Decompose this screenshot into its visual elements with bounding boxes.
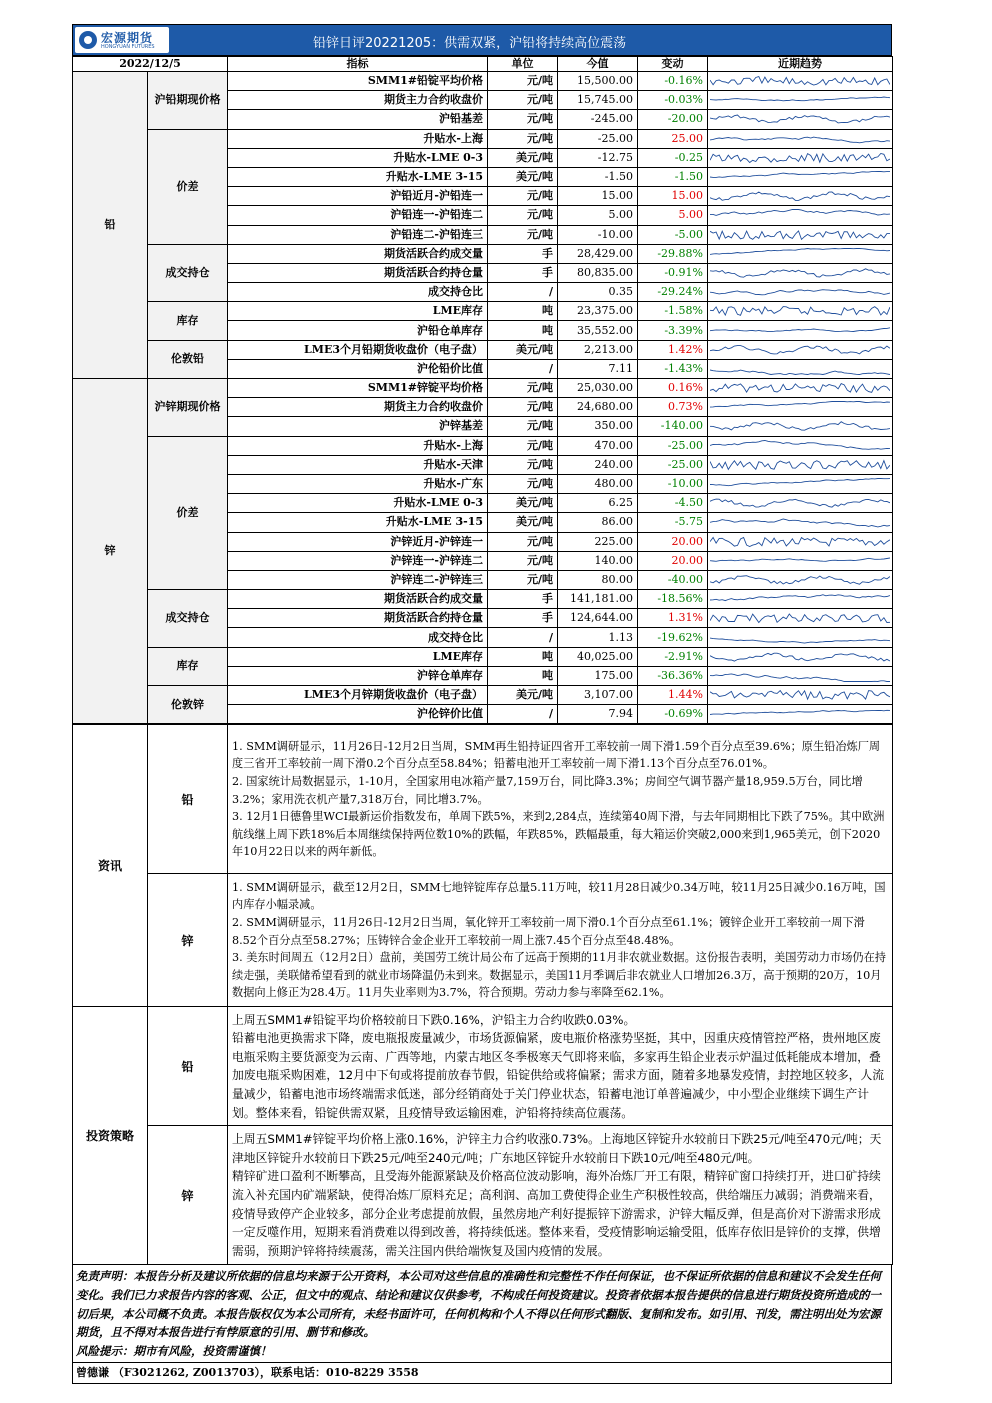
- trend-cell: [708, 187, 893, 206]
- zinc-section: [73, 379, 893, 724]
- indicator-unit: 元/吨: [488, 417, 558, 436]
- group-label: 伦敦铅: [148, 340, 228, 378]
- news-zinc-row: [73, 874, 893, 1007]
- trend-sparkline: [710, 611, 890, 625]
- trend-sparkline: [710, 208, 890, 222]
- trend-cell: [708, 609, 893, 628]
- trend-cell: [708, 379, 893, 398]
- change-value: -29.88%: [638, 244, 708, 263]
- risk-warning: 风险提示：期市有风险，投资需谨慎！: [76, 1343, 272, 1358]
- indicator-unit: 元/吨: [488, 570, 558, 589]
- trend-cell: [708, 302, 893, 321]
- trend-sparkline: [710, 592, 890, 606]
- trend-cell: [708, 340, 893, 359]
- metal-label: 锌: [73, 379, 148, 724]
- trend-cell: [708, 263, 893, 282]
- indicator-unit: 美元/吨: [488, 148, 558, 167]
- indicator-unit: 元/吨: [488, 551, 558, 570]
- trend-cell: [708, 167, 893, 186]
- today-value: 141,181.00: [558, 590, 638, 609]
- indicator-name: SMM1#铅锭平均价格: [228, 72, 488, 91]
- trend-cell: [708, 666, 893, 685]
- indicator-name: SMM1#锌锭平均价格: [228, 379, 488, 398]
- indicator-unit: /: [488, 359, 558, 378]
- trend-cell: [708, 570, 893, 589]
- trend-sparkline: [710, 496, 890, 510]
- trend-sparkline: [710, 247, 890, 261]
- indicator-name: 期货主力合约收盘价: [228, 91, 488, 110]
- trend-sparkline: [710, 343, 890, 357]
- trend-sparkline: [710, 419, 890, 433]
- change-value: -25.00: [638, 436, 708, 455]
- trend-cell: [708, 628, 893, 647]
- news-zinc-text: [228, 874, 893, 1007]
- trend-sparkline: [710, 304, 890, 318]
- today-value: 175.00: [558, 666, 638, 685]
- change-value: -140.00: [638, 417, 708, 436]
- trend-cell: [708, 513, 893, 532]
- group-label: 沪铅期现价格: [148, 72, 228, 130]
- indicator-unit: 吨: [488, 647, 558, 666]
- today-value: 7.94: [558, 705, 638, 724]
- change-value: 1.42%: [638, 340, 708, 359]
- trend-cell: [708, 686, 893, 705]
- indicator-unit: 手: [488, 609, 558, 628]
- change-value: 25.00: [638, 129, 708, 148]
- news-lead-row: [73, 725, 893, 874]
- change-value: 20.00: [638, 551, 708, 570]
- today-value: 15.00: [558, 187, 638, 206]
- trend-sparkline: [710, 228, 890, 242]
- today-value: 15,500.00: [558, 72, 638, 91]
- news-label: 资讯: [73, 725, 148, 1007]
- metrics-table: [72, 56, 893, 724]
- trend-sparkline: [710, 324, 890, 338]
- today-value: 28,429.00: [558, 244, 638, 263]
- trend-cell: [708, 244, 893, 263]
- today-value: 3,107.00: [558, 686, 638, 705]
- trend-sparkline: [710, 650, 890, 664]
- change-value: -1.43%: [638, 359, 708, 378]
- table-row: [73, 436, 893, 455]
- trend-cell: [708, 494, 893, 513]
- col-trend: 近期趋势: [708, 57, 893, 72]
- change-value: 0.73%: [638, 398, 708, 417]
- indicator-name: 成交持仓比: [228, 283, 488, 302]
- trend-cell: [708, 206, 893, 225]
- indicator-unit: 吨: [488, 302, 558, 321]
- today-value: 15,745.00: [558, 91, 638, 110]
- news-zinc-label: 锌: [148, 874, 228, 1007]
- strategy-zinc-row: [73, 1126, 893, 1265]
- today-value: 7.11: [558, 359, 638, 378]
- group-label: 成交持仓: [148, 590, 228, 648]
- indicator-name: 期货活跃合约成交量: [228, 590, 488, 609]
- trend-sparkline: [710, 631, 890, 645]
- indicator-name: 升贴水-广东: [228, 474, 488, 493]
- indicator-unit: 元/吨: [488, 398, 558, 417]
- indicator-unit: 元/吨: [488, 91, 558, 110]
- group-label: 成交持仓: [148, 244, 228, 302]
- report-date: 2022/12/5: [73, 57, 228, 72]
- indicator-unit: 元/吨: [488, 379, 558, 398]
- trend-sparkline: [710, 381, 890, 395]
- news-zinc-para: 3. 美东时间周五（12月2日）盘前，美国劳工统计局公布了远高于预期的11月非农就业数据。这份报告表明，美国劳动力市场仍在持续走强，美联储希望看到的就业市场降温仍未到来。数据显示，美国11月季调后非农就业人口增加26.3万，高于预期的20万，10月数据向上修正为28.4万。11月失业率则为3.7%，符合预期。劳动力参与率降至62.1%。: [232, 951, 886, 1000]
- news-lead-label: 铅: [148, 725, 228, 874]
- change-value: -5.75: [638, 513, 708, 532]
- indicator-name: 升贴水-上海: [228, 436, 488, 455]
- trend-cell: [708, 455, 893, 474]
- indicator-unit: 手: [488, 263, 558, 282]
- trend-cell: [708, 359, 893, 378]
- trend-sparkline: [710, 400, 890, 414]
- news-zinc-para: 1. SMM调研显示，截至12月2日，SMM七地锌锭库存总量5.11万吨，较11月28日减少0.34万吨，较11月25日减少0.16万吨，国内库存小幅录减。: [232, 880, 886, 912]
- indicator-unit: 手: [488, 244, 558, 263]
- change-value: 5.00: [638, 206, 708, 225]
- table-header-row: [73, 57, 893, 72]
- trend-sparkline: [710, 458, 890, 472]
- indicator-name: 沪锌连一-沪锌连二: [228, 551, 488, 570]
- table-row: [73, 340, 893, 359]
- change-value: -0.69%: [638, 705, 708, 724]
- trend-cell: [708, 532, 893, 551]
- metal-label: 铅: [73, 72, 148, 379]
- table-row: [73, 590, 893, 609]
- trend-sparkline: [710, 515, 890, 529]
- logo-en: HONGYUAN FUTURES: [101, 44, 155, 50]
- today-value: -25.00: [558, 129, 638, 148]
- group-label: 伦敦锌: [148, 686, 228, 724]
- trend-sparkline: [710, 93, 890, 107]
- today-value: 225.00: [558, 532, 638, 551]
- news-lead-text: [228, 725, 893, 874]
- news-lead-para: 3. 12月1日德鲁里WCI最新运价指数发布，单周下跌5%，来到2,284点，连续第40周下滑，与去年同期相比下跌了75%。其中欧洲航线继上周下跌18%后本周继续保持两位数10%的跌幅，年跌85%，跌幅最重，每大箱运价突破2,000来到1,965美元，创下2020年10月22日以来的两年新低。: [232, 810, 885, 859]
- strategy-lead-para: 铅蓄电池更换需求下降，废电瓶报废量减少，市场货源偏紧，废电瓶价格涨势坚挺，其中，因重庆疫情管控严格，贵州地区废电瓶采购主要货源变为云南、广西等地，内蒙古地区冬季极寒天气即将来临，多家再生铅企业表示炉温过低耗能成本增加，叠加废电瓶采购困难，12月中下旬或将提前放春节假，铅锭供给或将偏紧；需求方面，随着多地暴发疫情，封控地区较多，人流量减少，铅蓄电池市场终端需求低迷，部分经销商处于关门停业状态，铅蓄电池订单普遍减少，中小型企业继续下调生产计划。整体来看，铅锭供需双紧，且疫情导致运输困难，沪铅将持续高位震荡。: [232, 1031, 885, 1120]
- col-unit: 单位: [488, 57, 558, 72]
- trend-sparkline: [710, 573, 890, 587]
- indicator-name: LME库存: [228, 647, 488, 666]
- today-value: 2,213.00: [558, 340, 638, 359]
- trend-sparkline: [710, 285, 890, 299]
- table-row: [73, 379, 893, 398]
- today-value: -12.75: [558, 148, 638, 167]
- change-value: -36.36%: [638, 666, 708, 685]
- table-row: [73, 244, 893, 263]
- strategy-lead-label: 铅: [148, 1007, 228, 1126]
- news-lead-para: 1. SMM调研显示，11月26日-12月2日当周，SMM再生铅持证四省开工率较前一周下滑1.59个百分点至39.6%；原生铅冶炼厂周度三省开工率较前一周下滑0.2个百分点至58.84%；铅蓄电池开工率较前一周下滑1.13个百分点至76.01%。: [232, 739, 881, 771]
- strategy-label: 投资策略: [73, 1007, 148, 1265]
- indicator-unit: 美元/吨: [488, 494, 558, 513]
- indicator-unit: /: [488, 705, 558, 724]
- indicator-name: 沪铅近月-沪铅连一: [228, 187, 488, 206]
- col-today: 今值: [558, 57, 638, 72]
- trend-cell: [708, 417, 893, 436]
- today-value: -1.50: [558, 167, 638, 186]
- indicator-name: 升贴水-天津: [228, 455, 488, 474]
- today-value: 0.35: [558, 283, 638, 302]
- col-change: 变动: [638, 57, 708, 72]
- indicator-unit: 元/吨: [488, 436, 558, 455]
- trend-sparkline: [710, 554, 890, 568]
- table-row: [73, 129, 893, 148]
- group-label: 库存: [148, 647, 228, 685]
- today-value: -10.00: [558, 225, 638, 244]
- news-table: [72, 724, 893, 1265]
- today-value: 24,680.00: [558, 398, 638, 417]
- trend-sparkline: [710, 707, 890, 721]
- trend-cell: [708, 91, 893, 110]
- today-value: 140.00: [558, 551, 638, 570]
- table-row: [73, 647, 893, 666]
- indicator-name: 沪伦锌价比值: [228, 705, 488, 724]
- indicator-unit: 美元/吨: [488, 686, 558, 705]
- trend-sparkline: [710, 266, 890, 280]
- today-value: 35,552.00: [558, 321, 638, 340]
- indicator-name: 期货主力合约收盘价: [228, 398, 488, 417]
- today-value: 480.00: [558, 474, 638, 493]
- trend-cell: [708, 72, 893, 91]
- change-value: -3.39%: [638, 321, 708, 340]
- change-value: 1.44%: [638, 686, 708, 705]
- change-value: -1.58%: [638, 302, 708, 321]
- trend-sparkline: [710, 439, 890, 453]
- change-value: 1.31%: [638, 609, 708, 628]
- strategy-lead-text: [228, 1007, 893, 1126]
- lead-section: [73, 72, 893, 379]
- strategy-zinc-para: 上周五SMM1#锌锭平均价格上涨0.16%，沪锌主力合约收涨0.73%。上海地区锌锭升水较前日下跌25元/吨至470元/吨；天津地区锌锭升水较前日下跌25元/吨至240元/吨；广东地区锌锭升水较前日下跌10元/吨至480元/吨。: [232, 1132, 882, 1165]
- trend-cell: [708, 225, 893, 244]
- today-value: 86.00: [558, 513, 638, 532]
- disclaimer: [72, 1265, 892, 1363]
- trend-sparkline: [710, 669, 890, 683]
- trend-cell: [708, 110, 893, 129]
- table-row: [73, 72, 893, 91]
- report-header: [72, 24, 892, 56]
- indicator-name: LME3个月锌期货收盘价（电子盘）: [228, 686, 488, 705]
- trend-cell: [708, 647, 893, 666]
- indicator-unit: 吨: [488, 321, 558, 340]
- today-value: 23,375.00: [558, 302, 638, 321]
- indicator-unit: 元/吨: [488, 72, 558, 91]
- change-value: -40.00: [638, 570, 708, 589]
- indicator-name: 沪铅基差: [228, 110, 488, 129]
- trend-sparkline: [710, 132, 890, 146]
- indicator-unit: 元/吨: [488, 474, 558, 493]
- strategy-zinc-para: 精锌矿进口盈利不断攀高，且受海外能源紧缺及价格高位波动影响，海外冶炼厂开工有限，精锌矿窗口持续打开，进口矿持续流入补充国内矿端紧缺，使得冶炼厂原料充足；高利润、高加工费使得企业生产积极性较高，供给端压力减弱；消费端来看，疫情导致停产企业较多，部分企业考虑提前放假，虽然房地产利好提振锌下游需求，沪锌大幅反弹，但是高价对下游需求形成一定反噬作用，短期来看消费难以得到改善，将持续低迷。整体来看，受疫情影响运输受阻，低库存依旧是锌价的支撑，供增需弱，预期沪锌将持续震荡，需关注国内供给端恢复及国内疫情的发展。: [232, 1169, 881, 1258]
- strategy-zinc-text: [228, 1126, 893, 1265]
- indicator-name: LME库存: [228, 302, 488, 321]
- change-value: -19.62%: [638, 628, 708, 647]
- today-value: 6.25: [558, 494, 638, 513]
- change-value: -2.91%: [638, 647, 708, 666]
- change-value: -10.00: [638, 474, 708, 493]
- trend-sparkline: [710, 189, 890, 203]
- indicator-unit: 元/吨: [488, 110, 558, 129]
- change-value: 15.00: [638, 187, 708, 206]
- trend-cell: [708, 398, 893, 417]
- indicator-unit: 元/吨: [488, 206, 558, 225]
- indicator-name: 升贴水-LME 3-15: [228, 513, 488, 532]
- disclaimer-text: 免责声明：本报告分析及建议所依据的信息均来源于公开资料，本公司对这些信息的准确性和完整性不作任何保证，也不保证所依据的信息和建议不会发生任何变化。我们已力求报告内容的客观、公正，但文中的观点、结论和建议仅供参考，不构成任何投资建议。投资者依据本报告提供的信息进行期货投资所造成的一切后果，本公司概不负责。本报告版权仅为本公司所有，未经书面许可，任何机构和个人不得以任何形式翻版、复制和发布。如引用、刊发，需注明出处为宏源期货，且不得对本报告进行有悖原意的引用、删节和修改。: [76, 1269, 881, 1340]
- trend-cell: [708, 474, 893, 493]
- change-value: -4.50: [638, 494, 708, 513]
- strategy-lead-para: 上周五SMM1#铅锭平均价格较前日下跌0.16%，沪铅主力合约收跌0.03%。: [232, 1012, 636, 1027]
- indicator-name: 期货活跃合约持仓量: [228, 609, 488, 628]
- trend-cell: [708, 129, 893, 148]
- change-value: -1.50: [638, 167, 708, 186]
- change-value: -25.00: [638, 455, 708, 474]
- news-lead-para: 2. 国家统计局数据显示，1-10月，全国家用电冰箱产量7,159万台，同比降3.3%；房间空气调节器产量18,959.5万台，同比增3.2%；家用洗衣机产量7,318万台，同比增3.7%。: [232, 774, 863, 806]
- today-value: 80.00: [558, 570, 638, 589]
- indicator-unit: 手: [488, 590, 558, 609]
- indicator-unit: 元/吨: [488, 225, 558, 244]
- trend-sparkline: [710, 362, 890, 376]
- indicator-unit: 美元/吨: [488, 340, 558, 359]
- indicator-name: 沪锌基差: [228, 417, 488, 436]
- trend-cell: [708, 590, 893, 609]
- indicator-unit: 元/吨: [488, 455, 558, 474]
- group-label: 价差: [148, 436, 228, 590]
- today-value: 5.00: [558, 206, 638, 225]
- indicator-unit: /: [488, 283, 558, 302]
- trend-cell: [708, 148, 893, 167]
- trend-sparkline: [710, 535, 890, 549]
- change-value: -20.00: [638, 110, 708, 129]
- indicator-unit: 吨: [488, 666, 558, 685]
- indicator-name: 沪锌仓单库存: [228, 666, 488, 685]
- group-label: 库存: [148, 302, 228, 340]
- trend-sparkline: [710, 151, 890, 165]
- table-row: [73, 302, 893, 321]
- indicator-name: 沪锌连二-沪锌连三: [228, 570, 488, 589]
- indicator-name: 期货活跃合约成交量: [228, 244, 488, 263]
- change-value: -0.16%: [638, 72, 708, 91]
- trend-sparkline: [710, 170, 890, 184]
- news-zinc-para: 2. SMM调研显示，11月26日-12月2日当周，氧化锌开工率较前一周下滑0.1个百分点至61.1%；镀锌企业开工率较前一周下滑8.52个百分点至58.27%；压铸锌合金企业开工率较前一周上涨7.45个百分点至48.48%。: [232, 915, 865, 947]
- today-value: -245.00: [558, 110, 638, 129]
- indicator-name: 期货活跃合约持仓量: [228, 263, 488, 282]
- change-value: 0.16%: [638, 379, 708, 398]
- today-value: 124,644.00: [558, 609, 638, 628]
- indicator-name: 升贴水-LME 0-3: [228, 148, 488, 167]
- trend-cell: [708, 705, 893, 724]
- indicator-unit: 元/吨: [488, 187, 558, 206]
- indicator-unit: /: [488, 628, 558, 647]
- indicator-name: 成交持仓比: [228, 628, 488, 647]
- logo-cn: 宏源期货: [101, 31, 154, 45]
- indicator-name: 升贴水-上海: [228, 129, 488, 148]
- indicator-name: 升贴水-LME 0-3: [228, 494, 488, 513]
- report-title: 铅锌日评20221205：供需双紧，沪铅将持续高位震荡: [313, 36, 627, 51]
- indicator-unit: 元/吨: [488, 129, 558, 148]
- trend-sparkline: [710, 477, 890, 491]
- today-value: 40,025.00: [558, 647, 638, 666]
- indicator-name: 沪锌近月-沪锌连一: [228, 532, 488, 551]
- change-value: -0.25: [638, 148, 708, 167]
- strategy-zinc-label: 锌: [148, 1126, 228, 1265]
- group-label: 价差: [148, 129, 228, 244]
- company-logo: [75, 27, 169, 53]
- strategy-lead-row: [73, 1007, 893, 1126]
- trend-cell: [708, 321, 893, 340]
- change-value: 20.00: [638, 532, 708, 551]
- today-value: 240.00: [558, 455, 638, 474]
- trend-cell: [708, 551, 893, 570]
- today-value: 1.13: [558, 628, 638, 647]
- trend-sparkline: [710, 74, 890, 88]
- trend-cell: [708, 283, 893, 302]
- indicator-unit: 美元/吨: [488, 513, 558, 532]
- change-value: -29.24%: [638, 283, 708, 302]
- change-value: -5.00: [638, 225, 708, 244]
- indicator-unit: 元/吨: [488, 532, 558, 551]
- trend-cell: [708, 436, 893, 455]
- table-row: [73, 686, 893, 705]
- today-value: 350.00: [558, 417, 638, 436]
- change-value: -18.56%: [638, 590, 708, 609]
- indicator-name: 升贴水-LME 3-15: [228, 167, 488, 186]
- indicator-name: LME3个月铅期货收盘价（电子盘）: [228, 340, 488, 359]
- indicator-unit: 美元/吨: [488, 167, 558, 186]
- trend-sparkline: [710, 112, 890, 126]
- change-value: -0.03%: [638, 91, 708, 110]
- today-value: 470.00: [558, 436, 638, 455]
- analyst-contact: 曾德谦 （F3021262, Z0013703），联系电话：010-8229 3558: [72, 1363, 892, 1384]
- group-label: 沪锌期现价格: [148, 379, 228, 437]
- logo-mark-icon: [79, 31, 97, 49]
- col-indicator: 指标: [228, 57, 488, 72]
- indicator-name: 沪铅仓单库存: [228, 321, 488, 340]
- today-value: 25,030.00: [558, 379, 638, 398]
- indicator-name: 沪铅连二-沪铅连三: [228, 225, 488, 244]
- indicator-name: 沪伦铅价比值: [228, 359, 488, 378]
- today-value: 80,835.00: [558, 263, 638, 282]
- change-value: -0.91%: [638, 263, 708, 282]
- report-sheet: [72, 24, 892, 1384]
- trend-sparkline: [710, 688, 890, 702]
- indicator-name: 沪铅连一-沪铅连二: [228, 206, 488, 225]
